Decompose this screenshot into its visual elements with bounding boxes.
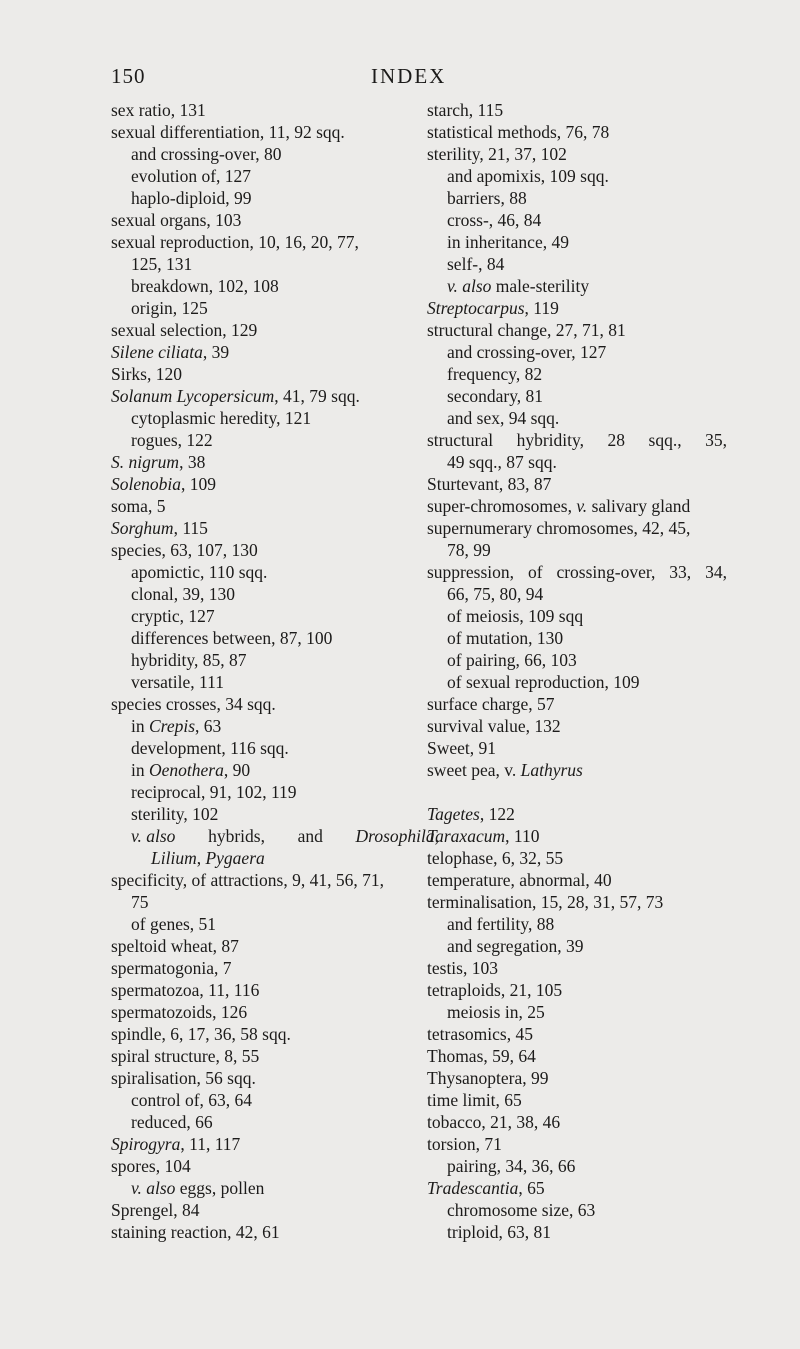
entry-word: crossing-over, <box>556 562 656 582</box>
entry-pages: , <box>196 848 206 868</box>
index-entry <box>427 803 727 825</box>
index-subentry: evolution of, 127 <box>131 166 252 186</box>
entry-term: Pygaera <box>205 848 265 868</box>
index-entry <box>427 759 727 781</box>
index-subentry <box>111 1177 429 1199</box>
index-entry: Sweet, 91 <box>427 738 497 758</box>
index-subentry: reciprocal, 91, 102, 119 <box>131 782 297 802</box>
index-subentry: secondary, 81 <box>447 386 544 406</box>
index-subentry: breakdown, 102, 108 <box>131 276 279 296</box>
index-entry <box>427 495 727 517</box>
index-subentry: and sex, 94 sqq. <box>447 408 560 428</box>
index-subentry: chromosome size, 63 <box>447 1200 596 1220</box>
index-entry <box>111 1133 429 1155</box>
index-subentry: in inheritance, 49 <box>447 232 569 252</box>
index-entry: supernumerary chromosomes, 42, 45, <box>427 518 691 538</box>
index-subentry: of pairing, 66, 103 <box>447 650 577 670</box>
index-subentry: control of, 63, 64 <box>131 1090 253 1110</box>
entry-text: super-chromosomes, <box>427 496 577 516</box>
index-entry: spiral structure, 8, 55 <box>111 1046 260 1066</box>
index-subentry: and apomixis, 109 sqq. <box>447 166 609 186</box>
index-entry: torsion, 71 <box>427 1134 502 1154</box>
index-entry: survival value, 132 <box>427 716 561 736</box>
entry-word: 33, <box>669 562 692 582</box>
index-subentry: cytoplasmic heredity, 121 <box>131 408 312 428</box>
index-entry: statistical methods, 76, 78 <box>427 122 610 142</box>
index-entry: Thomas, 59, 64 <box>427 1046 536 1066</box>
index-subentry: of meiosis, 109 sqq <box>447 606 584 626</box>
entry-word: and <box>297 826 323 846</box>
index-subentry: origin, 125 <box>131 298 208 318</box>
entry-word: 35, <box>705 430 727 450</box>
index-subentry <box>111 759 429 781</box>
entry-word: sqq., <box>648 430 682 450</box>
index-subentry: hybridity, 85, 87 <box>131 650 247 670</box>
index-entry <box>427 825 727 847</box>
entry-term: Silene ciliata <box>111 342 203 362</box>
index-subentry: of mutation, 130 <box>447 628 564 648</box>
index-subentry: and crossing-over, 127 <box>447 342 607 362</box>
entry-prefix: in <box>131 716 149 736</box>
entry-text: salivary gland <box>587 496 691 516</box>
index-entry: telophase, 6, 32, 55 <box>427 848 564 868</box>
index-entry: sterility, 21, 37, 102 <box>427 144 567 164</box>
index-entry: spermatozoa, 11, 116 <box>111 980 260 1000</box>
justified-line <box>427 429 727 451</box>
index-entry: starch, 115 <box>427 100 504 120</box>
index-entry: specificity, of attractions, 9, 41, 56, 71, <box>111 870 384 890</box>
entry-prefix: v. also <box>447 276 492 296</box>
entry-term: Oenothera <box>149 760 224 780</box>
entry-pages: , 63 <box>195 716 222 736</box>
index-entry: structural change, 27, 71, 81 <box>427 320 626 340</box>
entry-pages: , 119 <box>524 298 559 318</box>
entry-word: structural <box>427 430 494 450</box>
index-entry: testis, 103 <box>427 958 498 978</box>
index-entry: species, 63, 107, 130 <box>111 540 258 560</box>
index-subentry <box>427 275 727 297</box>
index-subentry: of genes, 51 <box>131 914 217 934</box>
entry-term: Tradescantia <box>427 1178 519 1198</box>
entry-term: Lathyrus <box>520 760 583 780</box>
entry-prefix: v. also <box>131 1178 176 1198</box>
entry-prefix: v. <box>576 496 588 516</box>
index-column-left <box>111 99 439 1243</box>
entry-pages: , 122 <box>479 804 515 824</box>
index-subentry: frequency, 82 <box>447 364 543 384</box>
index-subentry: differences between, 87, 100 <box>131 628 333 648</box>
index-subentry <box>111 715 429 737</box>
entry-word: v. also <box>131 826 176 846</box>
entry-text: eggs, pollen <box>175 1178 265 1198</box>
index-entry: time limit, 65 <box>427 1090 522 1110</box>
index-subentry: and crossing-over, 80 <box>131 144 282 164</box>
entry-term: Tagetes <box>427 804 480 824</box>
index-entry <box>427 297 727 319</box>
page-header <box>111 64 711 94</box>
index-entry: Sirks, 120 <box>111 364 182 384</box>
index-subentry: development, 116 sqq. <box>131 738 289 758</box>
entry-term: S. nigrum <box>111 452 180 472</box>
index-entry: staining reaction, 42, 61 <box>111 1222 280 1242</box>
index-subentry: triploid, 63, 81 <box>447 1222 552 1242</box>
section-gap <box>427 781 727 803</box>
index-entry: species crosses, 34 sqq. <box>111 694 276 714</box>
index-entry: temperature, abnormal, 40 <box>427 870 612 890</box>
index-subentry: sterility, 102 <box>131 804 219 824</box>
index-subentry: apomictic, 110 sqq. <box>131 562 268 582</box>
index-entry: sexual selection, 129 <box>111 320 258 340</box>
index-entry: sexual reproduction, 10, 16, 20, 77, <box>111 232 359 252</box>
index-subentry <box>111 847 429 869</box>
justified-line <box>131 825 439 847</box>
index-entry: soma, 5 <box>111 496 166 516</box>
entry-word: suppression, <box>427 562 515 582</box>
entry-word: 28 <box>607 430 626 450</box>
index-entry: spermatozoids, 126 <box>111 1002 248 1022</box>
entry-word: Drosophila, <box>355 826 439 846</box>
index-entry: tetrasomics, 45 <box>427 1024 533 1044</box>
index-entry: sexual organs, 103 <box>111 210 242 230</box>
entry-term: Lilium <box>151 848 197 868</box>
index-subentry: cross-, 46, 84 <box>447 210 542 230</box>
entry-pages: , 90 <box>223 760 251 780</box>
index-entry: surface charge, 57 <box>427 694 555 714</box>
index-entry <box>111 451 429 473</box>
page-number: 150 <box>111 64 146 88</box>
entry-text: sweet pea, v. <box>427 760 521 780</box>
index-entry <box>111 517 429 539</box>
entry-term: Streptocarpus <box>427 298 525 318</box>
index-subentry: and fertility, 88 <box>447 914 555 934</box>
entry-pages: , 109 <box>181 474 216 494</box>
index-subentry: meiosis in, 25 <box>447 1002 545 1022</box>
entry-pages: , 115 <box>173 518 208 538</box>
index-entry: spermatogonia, 7 <box>111 958 232 978</box>
index-subentry: versatile, 111 <box>131 672 224 692</box>
entry-term: Spirogyra <box>111 1134 181 1154</box>
index-subentry: self-, 84 <box>447 254 505 274</box>
entry-term: Taraxacum <box>427 826 506 846</box>
index-entry <box>111 473 429 495</box>
entry-pages: , 11, 117 <box>180 1134 241 1154</box>
entry-word: 34, <box>705 562 727 582</box>
entry-pages: , 38 <box>179 452 206 472</box>
index-entry: tobacco, 21, 38, 46 <box>427 1112 561 1132</box>
index-entry <box>427 429 727 451</box>
justified-line <box>427 561 727 583</box>
index-subentry: rogues, 122 <box>131 430 213 450</box>
running-head: INDEX <box>371 64 447 88</box>
index-subentry: 78, 99 <box>447 540 491 560</box>
index-subentry: cryptic, 127 <box>131 606 215 626</box>
index-entry: spores, 104 <box>111 1156 191 1176</box>
index-entry: spiralisation, 56 sqq. <box>111 1068 256 1088</box>
entry-term: Sorghum <box>111 518 174 538</box>
index-entry <box>427 1177 727 1199</box>
index-entry <box>111 385 429 407</box>
index-entry <box>111 341 429 363</box>
entry-word: hybrids, <box>208 826 265 846</box>
entry-prefix: in <box>131 760 149 780</box>
index-subentry: of sexual reproduction, 109 <box>447 672 640 692</box>
entry-pages: , 110 <box>505 826 540 846</box>
index-subentry: reduced, 66 <box>131 1112 213 1132</box>
index-entry: Sturtevant, 83, 87 <box>427 474 552 494</box>
index-entry: speltoid wheat, 87 <box>111 936 239 956</box>
index-entry <box>427 561 727 583</box>
index-subentry: pairing, 34, 36, 66 <box>447 1156 576 1176</box>
index-subentry <box>111 825 439 847</box>
index-subentry: haplo-diploid, 99 <box>131 188 252 208</box>
index-entry: spindle, 6, 17, 36, 58 sqq. <box>111 1024 291 1044</box>
index-subentry: clonal, 39, 130 <box>131 584 236 604</box>
entry-pages: , 41, 79 sqq. <box>274 386 360 406</box>
index-entry: tetraploids, 21, 105 <box>427 980 563 1000</box>
index-entry: terminalisation, 15, 28, 31, 57, 73 <box>427 892 664 912</box>
index-subentry: 49 sqq., 87 sqq. <box>447 452 557 472</box>
index-subentry: 75 <box>131 892 149 912</box>
index-subentry: 125, 131 <box>131 254 193 274</box>
index-subentry: and segregation, 39 <box>447 936 584 956</box>
entry-pages: , 39 <box>202 342 230 362</box>
entry-word: of <box>527 562 543 582</box>
index-entry: Sprengel, 84 <box>111 1200 200 1220</box>
entry-word: hybridity, <box>516 430 585 450</box>
entry-term: Solanum Lycopersicum <box>111 386 275 406</box>
entry-pages: , 65 <box>518 1178 545 1198</box>
entry-text: male-sterility <box>491 276 590 296</box>
index-subentry: 66, 75, 80, 94 <box>447 584 544 604</box>
entry-term: Crepis <box>149 716 196 736</box>
index-column-right <box>427 99 727 1243</box>
entry-term: Solenobia <box>111 474 181 494</box>
index-entry: Thysanoptera, 99 <box>427 1068 549 1088</box>
index-entry: sex ratio, 131 <box>111 100 206 120</box>
index-entry: sexual differentiation, 11, 92 sqq. <box>111 122 345 142</box>
index-subentry: barriers, 88 <box>447 188 527 208</box>
